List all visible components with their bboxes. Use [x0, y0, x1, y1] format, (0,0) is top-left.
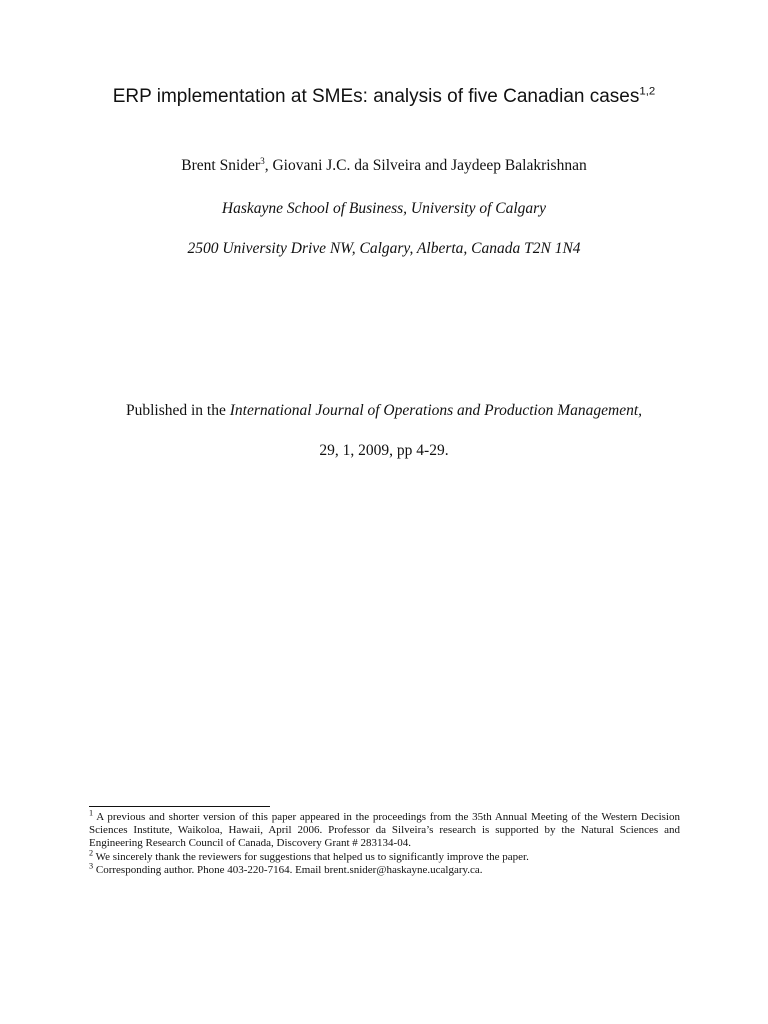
footnote-3 [89, 861, 680, 877]
other-authors: , Giovani J.C. da Silveira and Jaydeep Balakrishnan [264, 157, 587, 174]
first-author: Brent Snider [181, 157, 261, 174]
footnote-1-marker: 1 [89, 808, 94, 818]
publication-statement [0, 402, 768, 420]
citation-details: 29, 1, 2009, pp 4-29. [319, 442, 449, 459]
author-list [0, 157, 768, 175]
footnote-1-text: A previous and shorter version of this paper appeared in the proceedings from the 35th Annual Meeting of the Western Decision Sciences Institute, Waikoloa, Hawaii, April 2006. Professor da Silveira’s research is supported by the Natural Sciences and Engineering Research Council of Canada, Discovery Grant # 283134-04. [89, 811, 680, 850]
paper-title-text: ERP implementation at SMEs: analysis of five Canadian cases [112, 86, 640, 107]
first-author-footnote-marker: 3 [260, 156, 265, 167]
publication-prefix: Published in the [125, 402, 230, 419]
affiliation: Haskayne School of Business, University of Calgary [221, 200, 547, 217]
footnote-separator [89, 806, 270, 807]
paper-title [0, 86, 768, 108]
footnote-2-marker: 2 [89, 847, 94, 857]
footnote-1 [89, 808, 680, 851]
footnote-2-text: We sincerely thank the reviewers for suggestions that helped us to significantly improve the paper. [93, 850, 529, 863]
footnote-2 [89, 847, 680, 864]
title-footnote-marker: 1,2 [639, 85, 656, 98]
address: 2500 University Drive NW, Calgary, Alberta, Canada T2N 1N4 [187, 240, 581, 257]
footnotes [89, 808, 680, 877]
footnote-3-marker: 3 [89, 861, 94, 871]
footnote-3-text: Corresponding author. Phone 403-220-7164. Email brent.snider@haskayne.ucalgary.ca. [93, 863, 483, 876]
journal-name: International Journal of Operations and Production Management, [229, 402, 643, 419]
